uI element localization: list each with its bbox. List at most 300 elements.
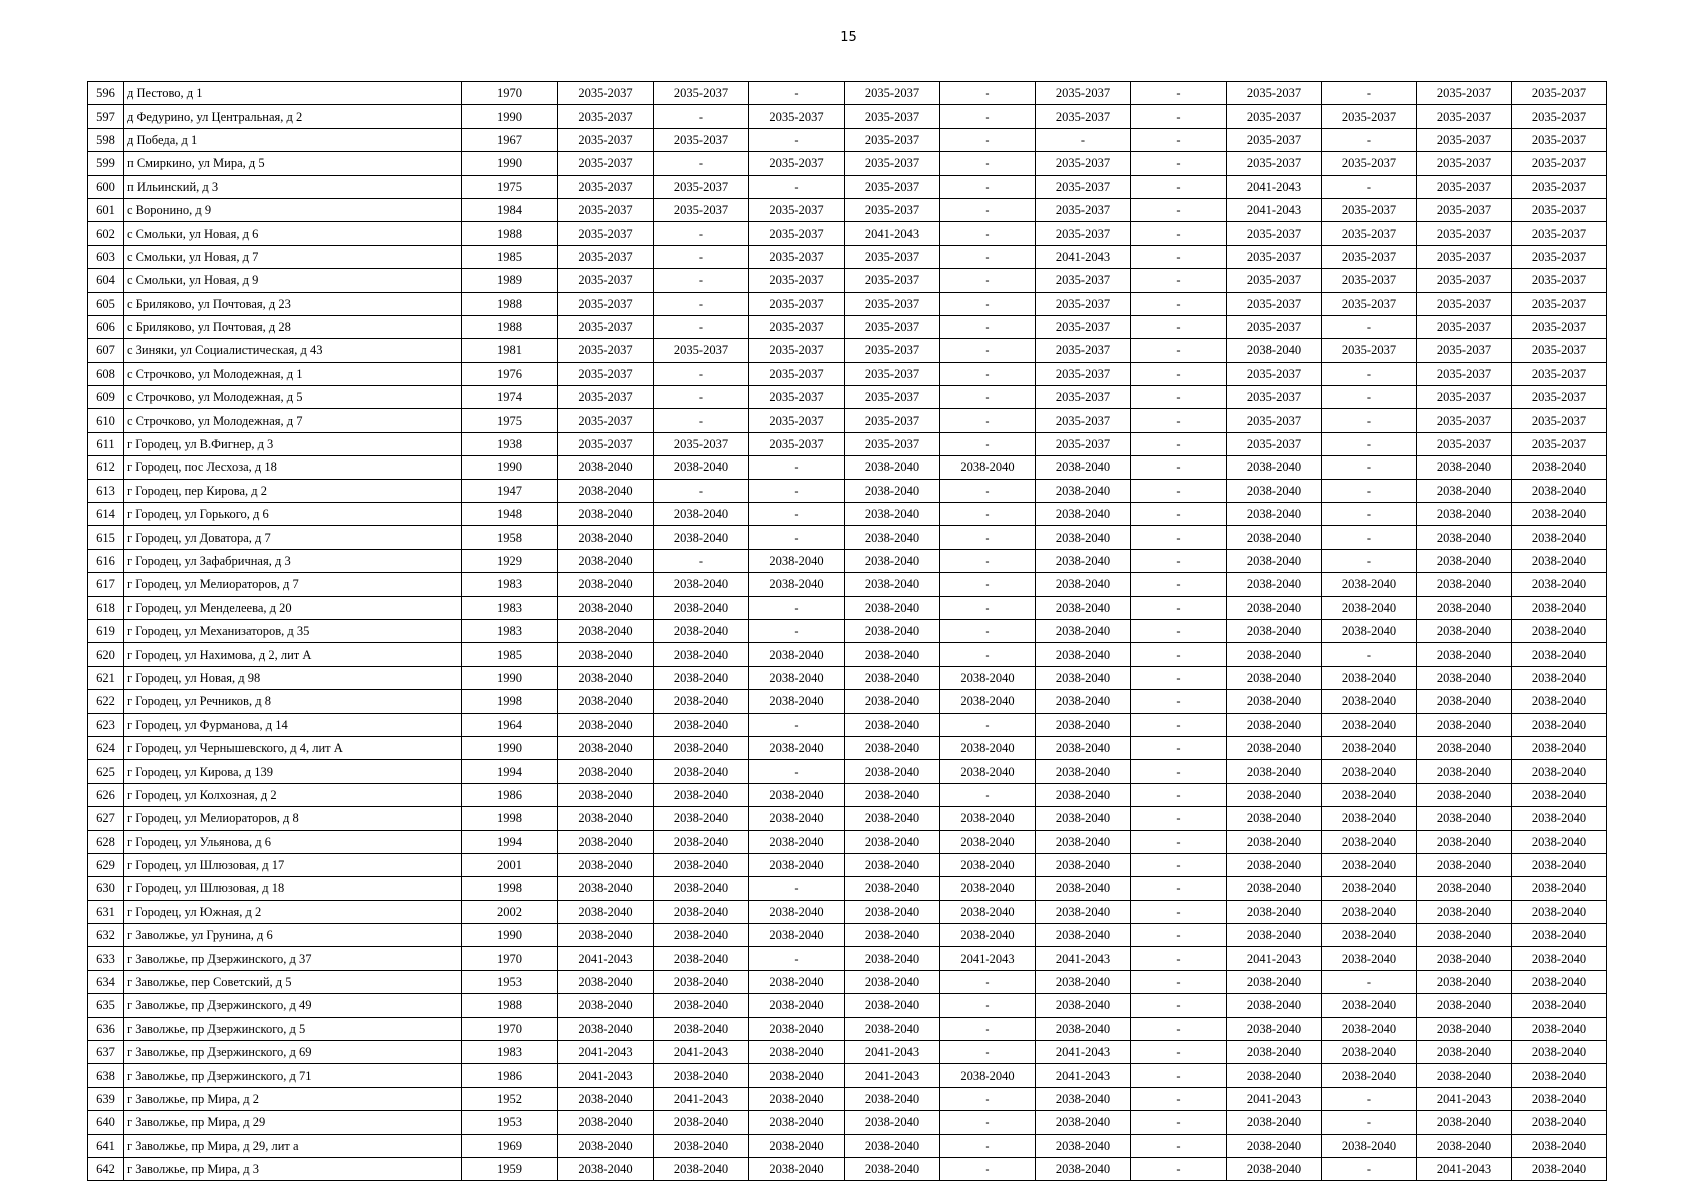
cell-period-9: 2035-2037 bbox=[1322, 339, 1417, 362]
cell-address: г Городец, ул Чернышевского, д 4, лит А bbox=[124, 736, 462, 759]
cell-period-8: 2035-2037 bbox=[1227, 292, 1322, 315]
cell-period-6: 2038-2040 bbox=[1036, 666, 1131, 689]
cell-period-6: 2038-2040 bbox=[1036, 456, 1131, 479]
cell-period-9: - bbox=[1322, 1087, 1417, 1110]
table-row bbox=[88, 245, 1607, 268]
cell-period-6: 2038-2040 bbox=[1036, 760, 1131, 783]
cell-period-2: 2038-2040 bbox=[654, 807, 749, 830]
cell-period-9: 2038-2040 bbox=[1322, 1017, 1417, 1040]
cell-period-9: - bbox=[1322, 503, 1417, 526]
cell-period-8: 2038-2040 bbox=[1227, 807, 1322, 830]
cell-period-2: 2038-2040 bbox=[654, 970, 749, 993]
cell-period-5: - bbox=[940, 549, 1036, 572]
cell-period-8: 2038-2040 bbox=[1227, 1111, 1322, 1134]
cell-period-2: 2041-2043 bbox=[654, 1041, 749, 1064]
cell-period-11: 2038-2040 bbox=[1512, 643, 1607, 666]
cell-period-9: 2038-2040 bbox=[1322, 573, 1417, 596]
cell-period-11: 2038-2040 bbox=[1512, 853, 1607, 876]
cell-period-3: 2038-2040 bbox=[749, 643, 845, 666]
cell-address: с Зиняки, ул Социалистическая, д 43 bbox=[124, 339, 462, 362]
cell-period-2: 2038-2040 bbox=[654, 900, 749, 923]
cell-address: г Городец, ул Новая, д 98 bbox=[124, 666, 462, 689]
cell-period-11: 2035-2037 bbox=[1512, 222, 1607, 245]
cell-period-7: - bbox=[1131, 128, 1227, 151]
cell-period-8: 2041-2043 bbox=[1227, 198, 1322, 221]
cell-period-4: 2038-2040 bbox=[845, 900, 940, 923]
cell-period-9: 2035-2037 bbox=[1322, 245, 1417, 268]
table-row bbox=[88, 82, 1607, 105]
cell-period-3: - bbox=[749, 82, 845, 105]
cell-period-6: 2038-2040 bbox=[1036, 526, 1131, 549]
cell-period-3: 2035-2037 bbox=[749, 362, 845, 385]
cell-period-6: 2038-2040 bbox=[1036, 877, 1131, 900]
cell-period-2: 2035-2037 bbox=[654, 82, 749, 105]
cell-period-1: 2038-2040 bbox=[558, 924, 654, 947]
cell-period-3: - bbox=[749, 947, 845, 970]
cell-period-10: 2035-2037 bbox=[1417, 105, 1512, 128]
table-row bbox=[88, 1087, 1607, 1110]
cell-period-7: - bbox=[1131, 269, 1227, 292]
cell-address: г Заволжье, ул Грунина, д 6 bbox=[124, 924, 462, 947]
cell-row-number: 632 bbox=[88, 924, 124, 947]
cell-row-number: 613 bbox=[88, 479, 124, 502]
cell-period-8: 2035-2037 bbox=[1227, 152, 1322, 175]
cell-period-7: - bbox=[1131, 1087, 1227, 1110]
cell-period-6: 2038-2040 bbox=[1036, 1017, 1131, 1040]
cell-period-1: 2035-2037 bbox=[558, 362, 654, 385]
cell-address: с Смольки, ул Новая, д 7 bbox=[124, 245, 462, 268]
cell-period-11: 2038-2040 bbox=[1512, 1041, 1607, 1064]
cell-period-1: 2038-2040 bbox=[558, 1134, 654, 1157]
cell-period-11: 2035-2037 bbox=[1512, 362, 1607, 385]
cell-period-2: 2038-2040 bbox=[654, 596, 749, 619]
cell-period-9: - bbox=[1322, 128, 1417, 151]
cell-period-2: 2038-2040 bbox=[654, 1017, 749, 1040]
cell-year-built: 1986 bbox=[462, 783, 558, 806]
table-row bbox=[88, 619, 1607, 642]
cell-period-6: 2038-2040 bbox=[1036, 807, 1131, 830]
cell-period-8: 2035-2037 bbox=[1227, 362, 1322, 385]
cell-period-4: 2038-2040 bbox=[845, 994, 940, 1017]
cell-period-9: - bbox=[1322, 643, 1417, 666]
cell-period-4: 2041-2043 bbox=[845, 1041, 940, 1064]
cell-row-number: 615 bbox=[88, 526, 124, 549]
cell-period-6: 2035-2037 bbox=[1036, 152, 1131, 175]
cell-period-1: 2038-2040 bbox=[558, 994, 654, 1017]
cell-period-7: - bbox=[1131, 105, 1227, 128]
cell-period-11: 2038-2040 bbox=[1512, 1157, 1607, 1180]
cell-period-3: 2035-2037 bbox=[749, 269, 845, 292]
cell-period-4: 2035-2037 bbox=[845, 292, 940, 315]
cell-period-10: 2035-2037 bbox=[1417, 315, 1512, 338]
cell-row-number: 606 bbox=[88, 315, 124, 338]
cell-year-built: 1994 bbox=[462, 830, 558, 853]
table-row bbox=[88, 432, 1607, 455]
cell-period-9: - bbox=[1322, 970, 1417, 993]
cell-period-1: 2041-2043 bbox=[558, 947, 654, 970]
cell-period-6: 2038-2040 bbox=[1036, 643, 1131, 666]
cell-year-built: 1953 bbox=[462, 1111, 558, 1134]
cell-period-3: 2038-2040 bbox=[749, 1134, 845, 1157]
cell-period-5: - bbox=[940, 970, 1036, 993]
cell-period-11: 2038-2040 bbox=[1512, 666, 1607, 689]
cell-period-8: 2038-2040 bbox=[1227, 924, 1322, 947]
cell-period-1: 2038-2040 bbox=[558, 503, 654, 526]
cell-period-6: 2038-2040 bbox=[1036, 994, 1131, 1017]
cell-year-built: 1970 bbox=[462, 82, 558, 105]
cell-year-built: 1998 bbox=[462, 807, 558, 830]
cell-period-3: 2038-2040 bbox=[749, 853, 845, 876]
cell-period-10: 2038-2040 bbox=[1417, 526, 1512, 549]
cell-period-11: 2035-2037 bbox=[1512, 175, 1607, 198]
cell-row-number: 638 bbox=[88, 1064, 124, 1087]
cell-period-10: 2038-2040 bbox=[1417, 456, 1512, 479]
cell-period-10: 2035-2037 bbox=[1417, 432, 1512, 455]
cell-period-2: 2038-2040 bbox=[654, 760, 749, 783]
cell-period-2: 2038-2040 bbox=[654, 643, 749, 666]
cell-period-8: 2038-2040 bbox=[1227, 994, 1322, 1017]
cell-period-10: 2038-2040 bbox=[1417, 947, 1512, 970]
cell-period-7: - bbox=[1131, 503, 1227, 526]
cell-period-1: 2041-2043 bbox=[558, 1064, 654, 1087]
cell-period-6: 2038-2040 bbox=[1036, 1111, 1131, 1134]
cell-period-3: 2035-2037 bbox=[749, 152, 845, 175]
cell-period-11: 2038-2040 bbox=[1512, 573, 1607, 596]
cell-period-11: 2038-2040 bbox=[1512, 924, 1607, 947]
cell-period-1: 2038-2040 bbox=[558, 596, 654, 619]
cell-period-11: 2038-2040 bbox=[1512, 503, 1607, 526]
cell-row-number: 610 bbox=[88, 409, 124, 432]
cell-period-6: 2038-2040 bbox=[1036, 503, 1131, 526]
cell-period-2: 2041-2043 bbox=[654, 1087, 749, 1110]
cell-period-3: 2035-2037 bbox=[749, 409, 845, 432]
cell-period-6: 2038-2040 bbox=[1036, 900, 1131, 923]
cell-period-3: - bbox=[749, 175, 845, 198]
cell-period-9: 2038-2040 bbox=[1322, 877, 1417, 900]
cell-period-7: - bbox=[1131, 877, 1227, 900]
cell-period-4: 2035-2037 bbox=[845, 105, 940, 128]
cell-period-8: 2038-2040 bbox=[1227, 479, 1322, 502]
cell-period-2: 2038-2040 bbox=[654, 1111, 749, 1134]
cell-period-2: - bbox=[654, 479, 749, 502]
cell-period-4: 2038-2040 bbox=[845, 549, 940, 572]
cell-period-2: 2038-2040 bbox=[654, 736, 749, 759]
cell-period-8: 2038-2040 bbox=[1227, 666, 1322, 689]
table-row bbox=[88, 315, 1607, 338]
cell-period-4: 2035-2037 bbox=[845, 152, 940, 175]
cell-period-5: - bbox=[940, 245, 1036, 268]
cell-period-10: 2038-2040 bbox=[1417, 549, 1512, 572]
cell-address: г Городец, ул Мелиораторов, д 7 bbox=[124, 573, 462, 596]
cell-period-1: 2035-2037 bbox=[558, 128, 654, 151]
cell-period-4: 2038-2040 bbox=[845, 783, 940, 806]
cell-period-8: 2038-2040 bbox=[1227, 713, 1322, 736]
cell-period-2: 2038-2040 bbox=[654, 1134, 749, 1157]
table-row bbox=[88, 198, 1607, 221]
cell-period-5: 2038-2040 bbox=[940, 924, 1036, 947]
cell-period-3: 2038-2040 bbox=[749, 736, 845, 759]
cell-period-11: 2035-2037 bbox=[1512, 386, 1607, 409]
cell-period-4: 2035-2037 bbox=[845, 432, 940, 455]
cell-period-5: - bbox=[940, 1017, 1036, 1040]
cell-year-built: 1990 bbox=[462, 924, 558, 947]
cell-period-10: 2035-2037 bbox=[1417, 269, 1512, 292]
cell-period-9: 2038-2040 bbox=[1322, 760, 1417, 783]
cell-period-8: 2038-2040 bbox=[1227, 900, 1322, 923]
cell-period-3: - bbox=[749, 619, 845, 642]
cell-period-1: 2038-2040 bbox=[558, 643, 654, 666]
cell-address: д Пестово, д 1 bbox=[124, 82, 462, 105]
cell-period-1: 2035-2037 bbox=[558, 222, 654, 245]
cell-period-6: 2035-2037 bbox=[1036, 175, 1131, 198]
cell-period-8: 2038-2040 bbox=[1227, 853, 1322, 876]
cell-address: г Заволжье, пр Дзержинского, д 5 bbox=[124, 1017, 462, 1040]
cell-period-3: - bbox=[749, 128, 845, 151]
cell-period-4: 2038-2040 bbox=[845, 596, 940, 619]
cell-period-10: 2038-2040 bbox=[1417, 736, 1512, 759]
cell-period-9: 2038-2040 bbox=[1322, 807, 1417, 830]
cell-period-6: 2038-2040 bbox=[1036, 970, 1131, 993]
cell-period-3: - bbox=[749, 760, 845, 783]
cell-period-11: 2038-2040 bbox=[1512, 807, 1607, 830]
cell-period-5: - bbox=[940, 386, 1036, 409]
cell-address: д Федурино, ул Центральная, д 2 bbox=[124, 105, 462, 128]
cell-row-number: 622 bbox=[88, 690, 124, 713]
cell-period-10: 2038-2040 bbox=[1417, 619, 1512, 642]
cell-period-8: 2038-2040 bbox=[1227, 503, 1322, 526]
cell-period-11: 2035-2037 bbox=[1512, 245, 1607, 268]
cell-period-5: - bbox=[940, 269, 1036, 292]
cell-period-7: - bbox=[1131, 152, 1227, 175]
table-row bbox=[88, 947, 1607, 970]
page-number: 15 bbox=[840, 30, 857, 45]
cell-period-6: 2035-2037 bbox=[1036, 198, 1131, 221]
cell-period-3: - bbox=[749, 596, 845, 619]
cell-period-10: 2035-2037 bbox=[1417, 362, 1512, 385]
cell-period-11: 2038-2040 bbox=[1512, 479, 1607, 502]
cell-year-built: 1981 bbox=[462, 339, 558, 362]
cell-period-6: 2041-2043 bbox=[1036, 1041, 1131, 1064]
cell-period-4: 2038-2040 bbox=[845, 479, 940, 502]
cell-period-3: 2038-2040 bbox=[749, 994, 845, 1017]
cell-row-number: 624 bbox=[88, 736, 124, 759]
cell-period-4: 2038-2040 bbox=[845, 573, 940, 596]
cell-period-7: - bbox=[1131, 690, 1227, 713]
cell-period-7: - bbox=[1131, 760, 1227, 783]
cell-period-7: - bbox=[1131, 596, 1227, 619]
cell-period-8: 2035-2037 bbox=[1227, 245, 1322, 268]
table-row bbox=[88, 830, 1607, 853]
cell-year-built: 1947 bbox=[462, 479, 558, 502]
cell-year-built: 2001 bbox=[462, 853, 558, 876]
table-row bbox=[88, 1134, 1607, 1157]
cell-period-5: - bbox=[940, 479, 1036, 502]
cell-period-10: 2038-2040 bbox=[1417, 596, 1512, 619]
cell-period-7: - bbox=[1131, 924, 1227, 947]
cell-period-10: 2038-2040 bbox=[1417, 830, 1512, 853]
cell-period-6: 2038-2040 bbox=[1036, 736, 1131, 759]
cell-period-10: 2038-2040 bbox=[1417, 666, 1512, 689]
cell-period-9: 2035-2037 bbox=[1322, 198, 1417, 221]
cell-period-7: - bbox=[1131, 526, 1227, 549]
cell-period-3: 2035-2037 bbox=[749, 245, 845, 268]
cell-period-11: 2038-2040 bbox=[1512, 1087, 1607, 1110]
cell-period-1: 2038-2040 bbox=[558, 830, 654, 853]
cell-period-1: 2041-2043 bbox=[558, 1041, 654, 1064]
cell-period-3: - bbox=[749, 479, 845, 502]
cell-period-7: - bbox=[1131, 853, 1227, 876]
cell-period-5: - bbox=[940, 82, 1036, 105]
cell-year-built: 1948 bbox=[462, 503, 558, 526]
cell-period-8: 2038-2040 bbox=[1227, 1017, 1322, 1040]
cell-period-4: 2038-2040 bbox=[845, 713, 940, 736]
cell-row-number: 627 bbox=[88, 807, 124, 830]
cell-period-3: 2035-2037 bbox=[749, 292, 845, 315]
table-row bbox=[88, 924, 1607, 947]
cell-period-11: 2035-2037 bbox=[1512, 432, 1607, 455]
cell-address: с Смольки, ул Новая, д 9 bbox=[124, 269, 462, 292]
cell-period-10: 2038-2040 bbox=[1417, 807, 1512, 830]
cell-period-10: 2035-2037 bbox=[1417, 222, 1512, 245]
cell-period-3: - bbox=[749, 456, 845, 479]
cell-period-6: - bbox=[1036, 128, 1131, 151]
cell-address: г Городец, ул Доватора, д 7 bbox=[124, 526, 462, 549]
cell-period-4: 2038-2040 bbox=[845, 456, 940, 479]
cell-row-number: 619 bbox=[88, 619, 124, 642]
cell-row-number: 635 bbox=[88, 994, 124, 1017]
table-row bbox=[88, 994, 1607, 1017]
cell-period-10: 2038-2040 bbox=[1417, 503, 1512, 526]
cell-period-6: 2038-2040 bbox=[1036, 853, 1131, 876]
cell-address: д Победа, д 1 bbox=[124, 128, 462, 151]
cell-row-number: 620 bbox=[88, 643, 124, 666]
cell-period-4: 2038-2040 bbox=[845, 619, 940, 642]
table-row bbox=[88, 853, 1607, 876]
cell-period-6: 2035-2037 bbox=[1036, 409, 1131, 432]
cell-row-number: 633 bbox=[88, 947, 124, 970]
cell-period-9: 2038-2040 bbox=[1322, 1041, 1417, 1064]
cell-period-4: 2035-2037 bbox=[845, 386, 940, 409]
cell-period-6: 2035-2037 bbox=[1036, 432, 1131, 455]
cell-year-built: 1988 bbox=[462, 222, 558, 245]
cell-period-4: 2035-2037 bbox=[845, 245, 940, 268]
cell-period-11: 2035-2037 bbox=[1512, 152, 1607, 175]
cell-address: г Заволжье, пр Мира, д 29 bbox=[124, 1111, 462, 1134]
cell-period-5: 2038-2040 bbox=[940, 736, 1036, 759]
cell-period-11: 2035-2037 bbox=[1512, 128, 1607, 151]
cell-period-3: 2035-2037 bbox=[749, 386, 845, 409]
cell-year-built: 1990 bbox=[462, 736, 558, 759]
cell-period-9: 2038-2040 bbox=[1322, 947, 1417, 970]
cell-row-number: 603 bbox=[88, 245, 124, 268]
cell-period-8: 2035-2037 bbox=[1227, 82, 1322, 105]
cell-period-6: 2035-2037 bbox=[1036, 362, 1131, 385]
cell-period-1: 2035-2037 bbox=[558, 292, 654, 315]
cell-period-3: 2035-2037 bbox=[749, 432, 845, 455]
cell-period-5: - bbox=[940, 315, 1036, 338]
cell-year-built: 1989 bbox=[462, 269, 558, 292]
cell-period-4: 2038-2040 bbox=[845, 1087, 940, 1110]
table-row bbox=[88, 783, 1607, 806]
cell-period-9: 2038-2040 bbox=[1322, 830, 1417, 853]
cell-year-built: 1970 bbox=[462, 1017, 558, 1040]
cell-period-3: - bbox=[749, 503, 845, 526]
cell-period-5: - bbox=[940, 339, 1036, 362]
cell-period-5: 2038-2040 bbox=[940, 690, 1036, 713]
cell-period-8: 2038-2040 bbox=[1227, 596, 1322, 619]
cell-period-7: - bbox=[1131, 573, 1227, 596]
cell-row-number: 602 bbox=[88, 222, 124, 245]
cell-period-11: 2038-2040 bbox=[1512, 783, 1607, 806]
cell-period-5: - bbox=[940, 432, 1036, 455]
cell-year-built: 1964 bbox=[462, 713, 558, 736]
cell-period-10: 2035-2037 bbox=[1417, 198, 1512, 221]
cell-period-1: 2038-2040 bbox=[558, 877, 654, 900]
cell-year-built: 1983 bbox=[462, 1041, 558, 1064]
cell-period-3: 2035-2037 bbox=[749, 222, 845, 245]
cell-address: г Заволжье, пер Советский, д 5 bbox=[124, 970, 462, 993]
cell-period-2: 2038-2040 bbox=[654, 456, 749, 479]
cell-period-1: 2038-2040 bbox=[558, 1111, 654, 1134]
cell-year-built: 1988 bbox=[462, 315, 558, 338]
cell-period-7: - bbox=[1131, 1017, 1227, 1040]
cell-address: г Городец, ул Шлюзовая, д 17 bbox=[124, 853, 462, 876]
table-row bbox=[88, 760, 1607, 783]
cell-period-2: 2038-2040 bbox=[654, 1157, 749, 1180]
cell-period-5: - bbox=[940, 152, 1036, 175]
cell-period-10: 2035-2037 bbox=[1417, 152, 1512, 175]
cell-period-3: 2038-2040 bbox=[749, 900, 845, 923]
cell-period-6: 2038-2040 bbox=[1036, 924, 1131, 947]
table-row bbox=[88, 362, 1607, 385]
cell-period-5: - bbox=[940, 175, 1036, 198]
cell-period-8: 2038-2040 bbox=[1227, 619, 1322, 642]
cell-period-10: 2035-2037 bbox=[1417, 245, 1512, 268]
cell-row-number: 628 bbox=[88, 830, 124, 853]
cell-period-7: - bbox=[1131, 994, 1227, 1017]
cell-period-4: 2038-2040 bbox=[845, 1111, 940, 1134]
cell-period-8: 2035-2037 bbox=[1227, 432, 1322, 455]
cell-row-number: 596 bbox=[88, 82, 124, 105]
cell-period-10: 2041-2043 bbox=[1417, 1087, 1512, 1110]
cell-period-1: 2038-2040 bbox=[558, 456, 654, 479]
cell-period-5: - bbox=[940, 503, 1036, 526]
table-row bbox=[88, 175, 1607, 198]
cell-period-2: 2038-2040 bbox=[654, 619, 749, 642]
cell-period-10: 2038-2040 bbox=[1417, 900, 1512, 923]
cell-period-2: - bbox=[654, 292, 749, 315]
cell-year-built: 1985 bbox=[462, 643, 558, 666]
cell-period-8: 2038-2040 bbox=[1227, 877, 1322, 900]
cell-period-11: 2038-2040 bbox=[1512, 1064, 1607, 1087]
cell-period-5: 2038-2040 bbox=[940, 830, 1036, 853]
cell-period-9: 2038-2040 bbox=[1322, 853, 1417, 876]
table-row bbox=[88, 339, 1607, 362]
cell-period-6: 2038-2040 bbox=[1036, 1134, 1131, 1157]
cell-period-9: 2038-2040 bbox=[1322, 666, 1417, 689]
cell-period-9: - bbox=[1322, 175, 1417, 198]
cell-period-3: 2038-2040 bbox=[749, 573, 845, 596]
cell-period-5: - bbox=[940, 573, 1036, 596]
table-row bbox=[88, 596, 1607, 619]
cell-period-5: - bbox=[940, 105, 1036, 128]
cell-period-11: 2038-2040 bbox=[1512, 877, 1607, 900]
cell-address: г Городец, ул Механизаторов, д 35 bbox=[124, 619, 462, 642]
cell-row-number: 626 bbox=[88, 783, 124, 806]
cell-period-11: 2038-2040 bbox=[1512, 900, 1607, 923]
cell-period-9: 2038-2040 bbox=[1322, 596, 1417, 619]
cell-period-11: 2035-2037 bbox=[1512, 269, 1607, 292]
